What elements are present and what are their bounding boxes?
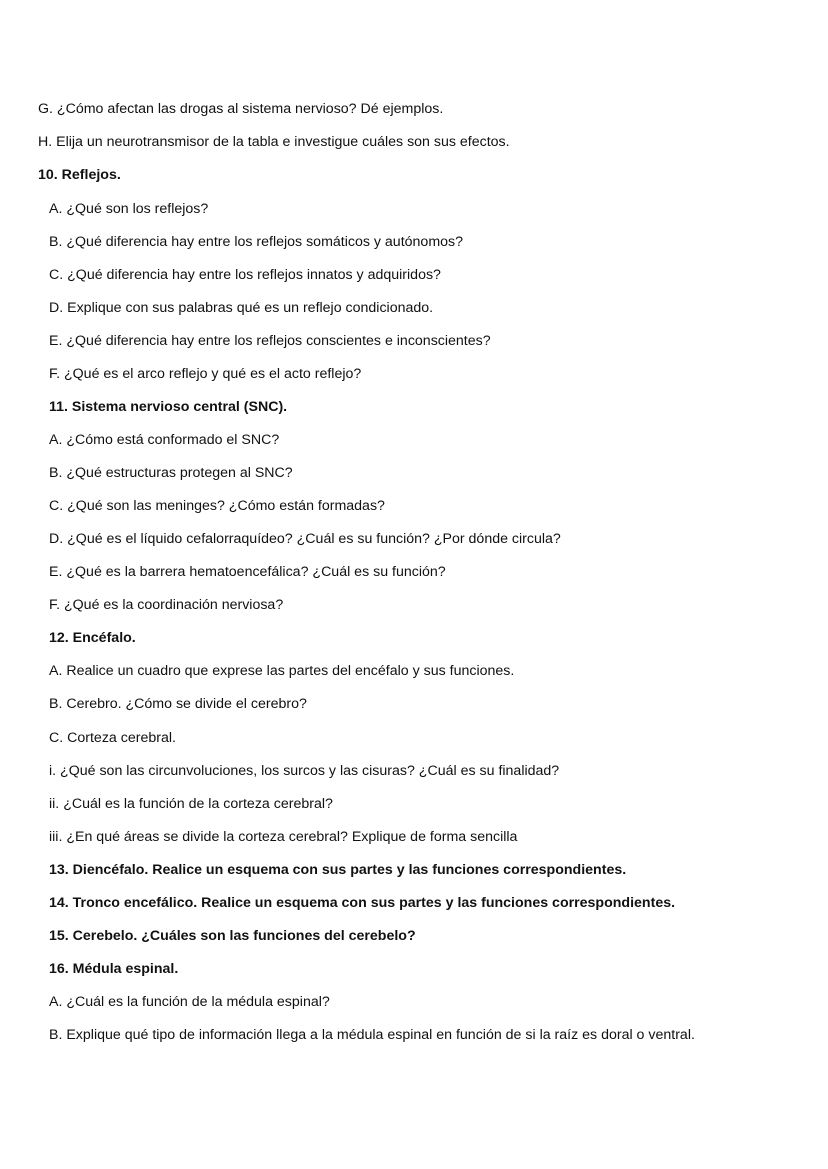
question-11b: B. ¿Qué estructuras protegen al SNC? [49, 465, 293, 481]
question-11c: C. ¿Qué son las meninges? ¿Cómo están formadas? [49, 498, 385, 514]
question-11a: A. ¿Cómo está conformado el SNC? [49, 432, 280, 448]
section-heading-medula: 16. Médula espinal. [49, 961, 179, 977]
question-10a: A. ¿Qué son los reflejos? [49, 201, 209, 217]
question-11e: E. ¿Qué es la barrera hematoencefálica? ¿Cuál es su función? [49, 564, 446, 580]
question-12c-ii: ii. ¿Cuál es la función de la corteza cerebral? [49, 796, 333, 812]
question-12b: B. Cerebro. ¿Cómo se divide el cerebro? [49, 696, 307, 712]
question-12a: A. Realice un cuadro que exprese las partes del encéfalo y sus funciones. [49, 663, 515, 679]
question-h-neurotransmitter: H. Elija un neurotransmisor de la tabla e investigue cuáles son sus efectos. [38, 134, 510, 150]
section-heading-snc: 11. Sistema nervioso central (SNC). [49, 399, 288, 415]
question-10d: D. Explique con sus palabras qué es un reflejo condicionado. [49, 300, 434, 316]
section-heading-diencefalo: 13. Diencéfalo. Realice un esquema con sus partes y las funciones correspondientes. [49, 862, 627, 878]
question-10b: B. ¿Qué diferencia hay entre los reflejos somáticos y autónomos? [49, 234, 464, 250]
section-heading-reflejos: 10. Reflejos. [38, 167, 121, 183]
question-12c-i: i. ¿Qué son las circunvoluciones, los surcos y las cisuras? ¿Cuál es su finalidad? [49, 763, 560, 779]
section-heading-cerebelo: 15. Cerebelo. ¿Cuáles son las funciones del cerebelo? [49, 928, 416, 944]
question-10f: F. ¿Qué es el arco reflejo y qué es el acto reflejo? [49, 366, 362, 382]
question-12c: C. Corteza cerebral. [49, 730, 176, 746]
question-10e: E. ¿Qué diferencia hay entre los reflejos conscientes e inconscientes? [49, 333, 491, 349]
question-11f: F. ¿Qué es la coordinación nerviosa? [49, 597, 284, 613]
question-11d: D. ¿Qué es el líquido cefalorraquídeo? ¿Cuál es su función? ¿Por dónde circula? [49, 531, 561, 547]
section-heading-tronco: 14. Tronco encefálico. Realice un esquema con sus partes y las funciones correspondientes. [49, 895, 676, 911]
question-10c: C. ¿Qué diferencia hay entre los reflejos innatos y adquiridos? [49, 267, 441, 283]
question-g-drugs: G. ¿Cómo afectan las drogas al sistema nervioso? Dé ejemplos. [38, 101, 444, 117]
section-heading-encefalo: 12. Encéfalo. [49, 630, 136, 646]
question-12c-iii: iii. ¿En qué áreas se divide la corteza cerebral? Explique de forma sencilla [49, 829, 518, 845]
question-16b: B. Explique qué tipo de información llega a la médula espinal en función de si la raíz es doral o ventral. [49, 1027, 695, 1043]
question-16a: A. ¿Cuál es la función de la médula espinal? [49, 994, 330, 1010]
